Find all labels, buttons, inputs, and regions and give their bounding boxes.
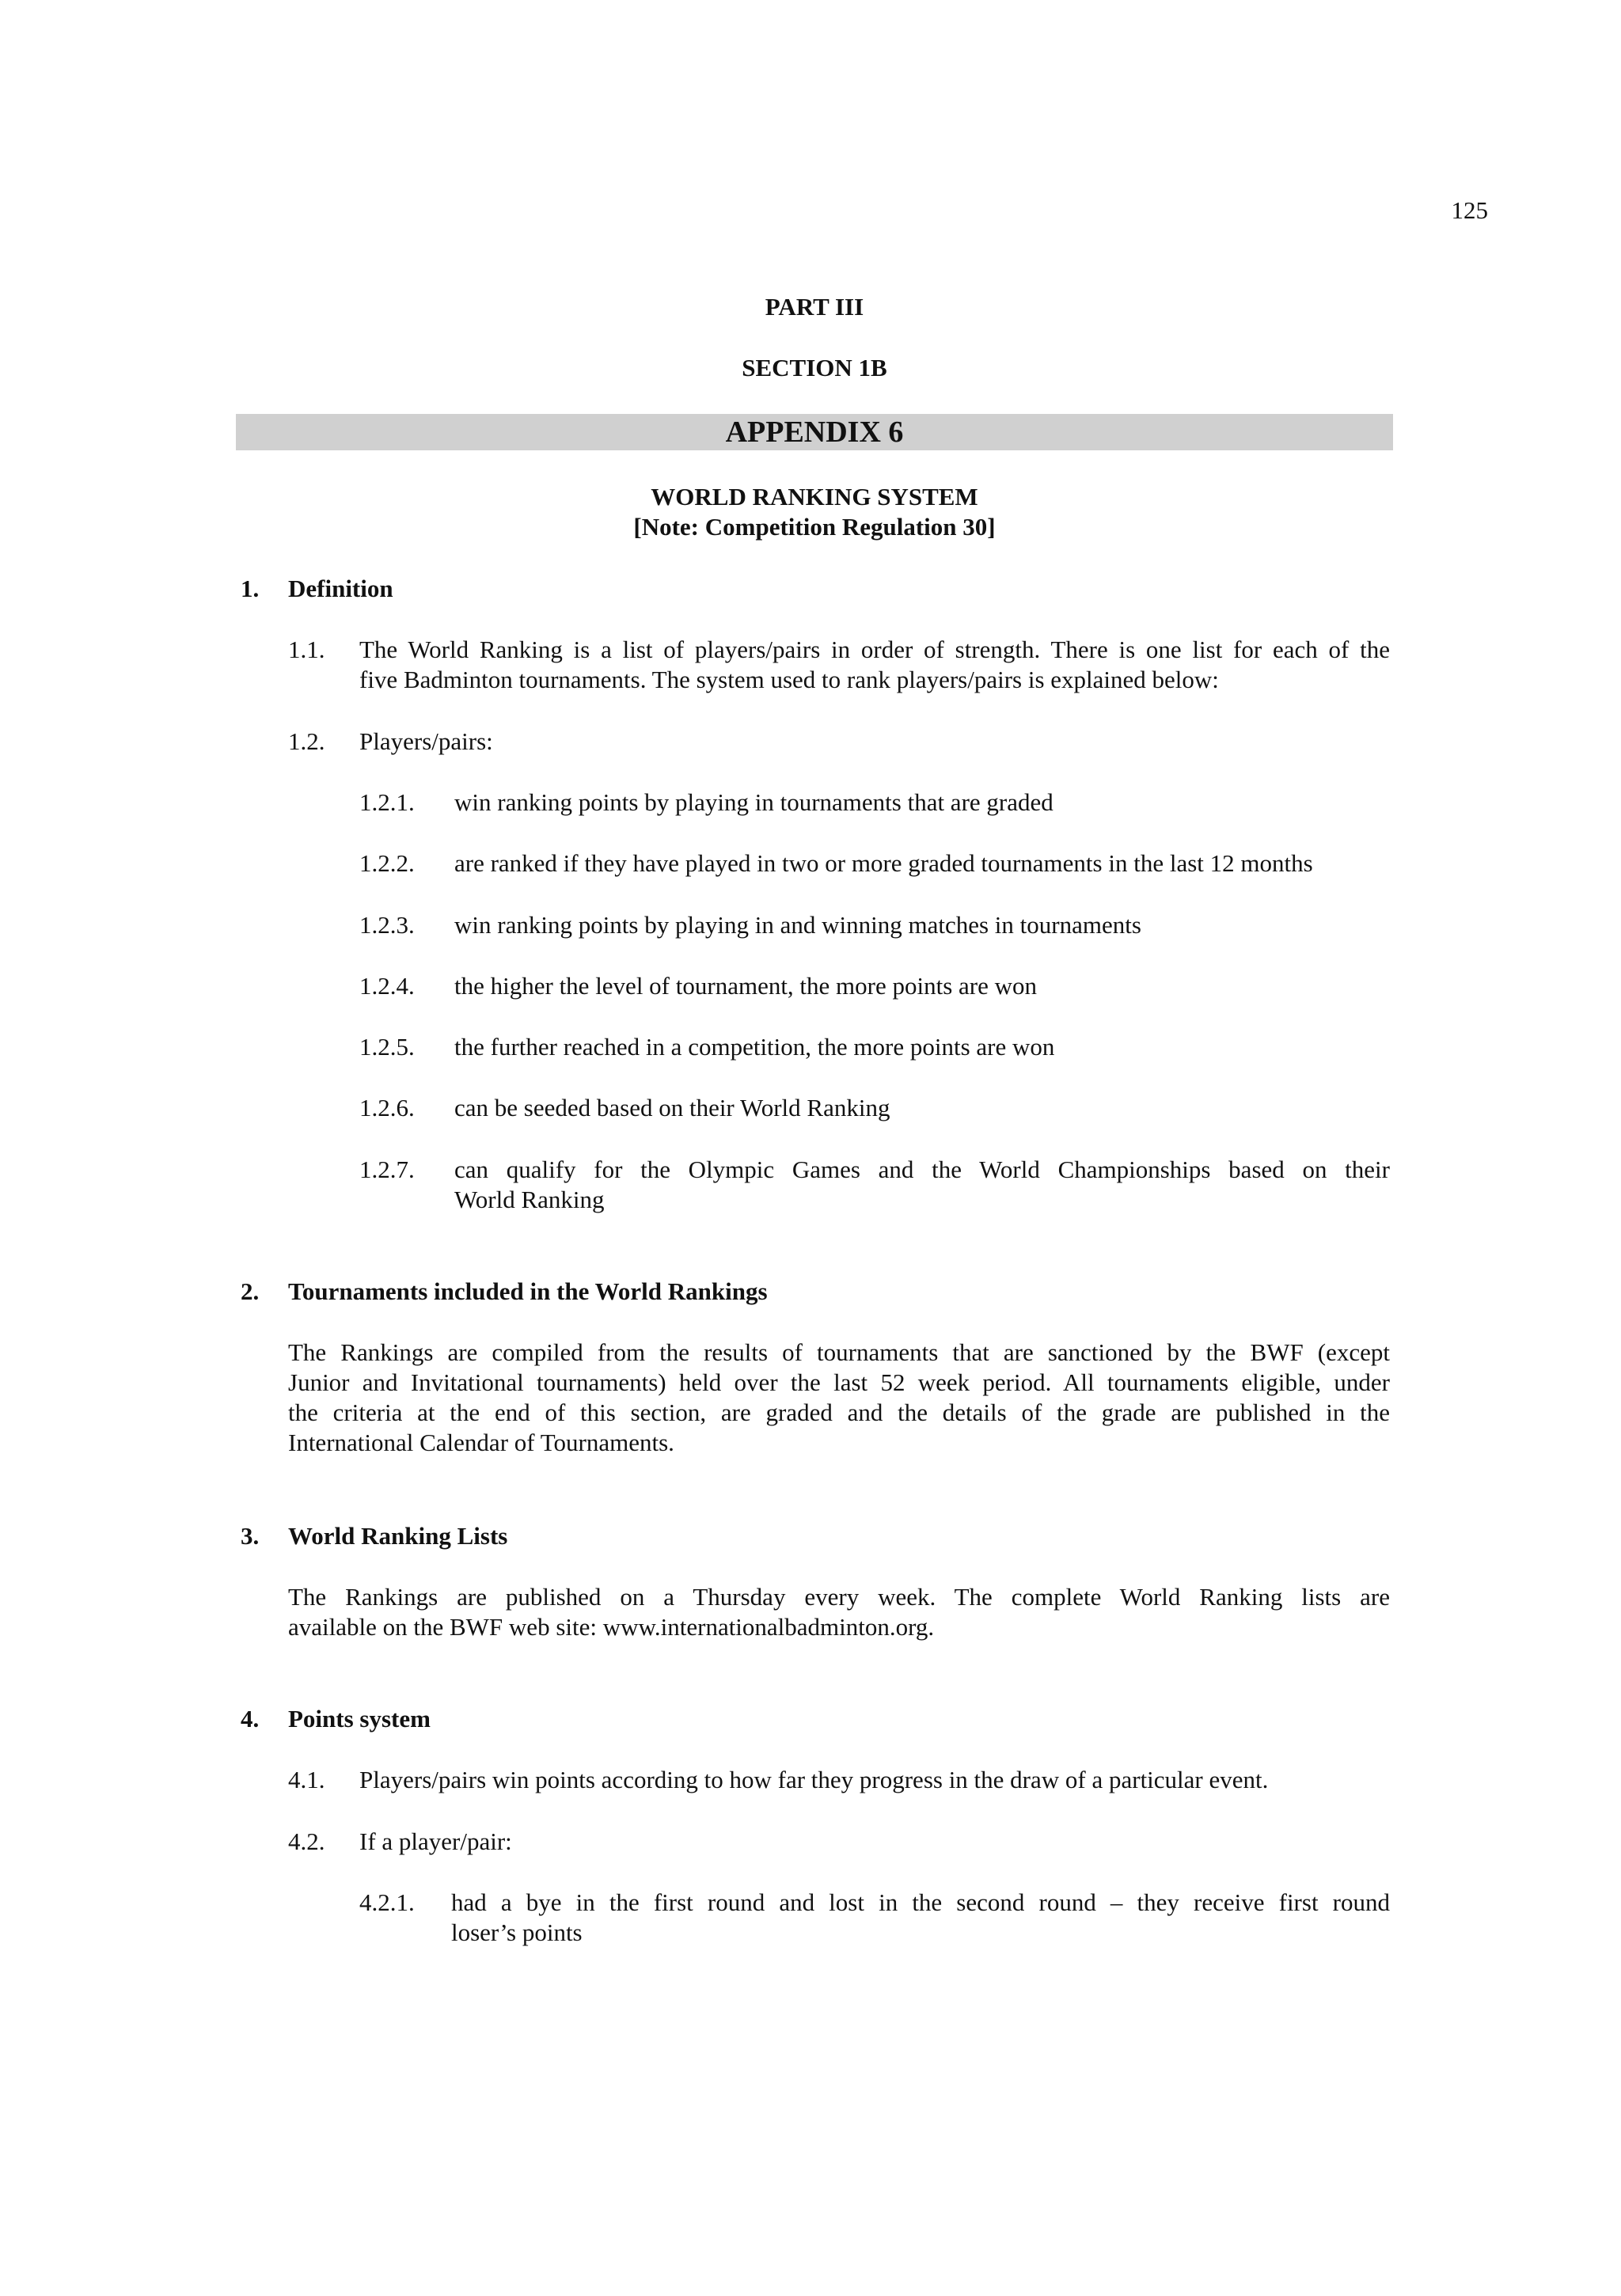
section-2-line-1: The Rankings are compiled from the results of tournaments that are sanctioned by the BWF (except [288, 1338, 1390, 1366]
item-1-2-6-text: can be seeded based on their World Ranking [454, 1094, 890, 1121]
item-4-2-1-line-1: had a bye in the first round and lost in the second round – they receive first round [451, 1888, 1390, 1916]
item-1-2-7-line-2: World Ranking [454, 1186, 605, 1213]
item-1-2-3-text: win ranking points by playing in and winning matches in tournaments [454, 911, 1141, 939]
item-1-2-5-number: 1.2.5. [359, 1033, 415, 1061]
item-4-1-number: 4.1. [288, 1766, 325, 1793]
section-title: SECTION 1B [742, 354, 887, 381]
item-1-2-6-number: 1.2.6. [359, 1094, 415, 1121]
item-1-1-line-1: The World Ranking is a list of players/pairs in order of strength. There is one list for each of the [359, 636, 1390, 663]
item-4-2-1-line-2: loser’s points [451, 1918, 583, 1946]
item-1-2-1-text: win ranking points by playing in tournaments that are graded [454, 788, 1053, 816]
section-2-line-4: International Calendar of Tournaments. [288, 1429, 674, 1456]
section-4-number: 4. [241, 1705, 260, 1732]
page-number: 125 [1451, 196, 1488, 224]
section-1-heading: Definition [288, 575, 393, 602]
item-1-1-line-2: five Badminton tournaments. The system used to rank players/pairs is explained below: [359, 666, 1219, 693]
section-2-heading: Tournaments included in the World Rankings [288, 1277, 768, 1305]
item-4-2-number: 4.2. [288, 1827, 325, 1855]
section-3-heading: World Ranking Lists [288, 1522, 508, 1550]
item-1-2-3-number: 1.2.3. [359, 911, 415, 939]
item-1-2-text: Players/pairs: [359, 727, 493, 755]
item-1-2-2-text: are ranked if they have played in two or more graded tournaments in the last 12 months [454, 849, 1313, 877]
section-1-number: 1. [241, 575, 260, 602]
section-3-line-2: available on the BWF web site: www.internationalbadminton.org. [288, 1613, 935, 1641]
part-title: PART III [765, 293, 864, 321]
item-1-2-7-line-1: can qualify for the Olympic Games and the World Championships based on their [454, 1156, 1390, 1183]
appendix-title: APPENDIX 6 [725, 416, 904, 449]
section-4-heading: Points system [288, 1705, 431, 1732]
section-3-line-1: The Rankings are published on a Thursday every week. The complete World Ranking lists are [288, 1583, 1390, 1611]
item-1-2-1-number: 1.2.1. [359, 788, 415, 816]
item-1-2-5-text: the further reached in a competition, the more points are won [454, 1033, 1055, 1061]
section-2-line-3: the criteria at the end of this section, are graded and the details of the grade are published in the [288, 1398, 1390, 1426]
item-1-2-number: 1.2. [288, 727, 325, 755]
item-4-1-text: Players/pairs win points according to how far they progress in the draw of a particular event. [359, 1766, 1269, 1793]
item-4-2-1-number: 4.2.1. [359, 1888, 415, 1916]
document-subtitle: [Note: Competition Regulation 30] [633, 513, 996, 541]
document-title: WORLD RANKING SYSTEM [651, 483, 978, 510]
section-2-line-2: Junior and Invitational tournaments) held over the last 52 week period. All tournaments eligible, under [288, 1368, 1390, 1396]
item-1-2-4-number: 1.2.4. [359, 972, 415, 1000]
item-4-2-text: If a player/pair: [359, 1827, 512, 1855]
section-3-number: 3. [241, 1522, 260, 1550]
item-1-2-4-text: the higher the level of tournament, the more points are won [454, 972, 1038, 1000]
item-1-1-number: 1.1. [288, 636, 325, 663]
section-2-number: 2. [241, 1277, 260, 1305]
item-1-2-7-number: 1.2.7. [359, 1156, 415, 1183]
item-1-2-2-number: 1.2.2. [359, 849, 415, 877]
